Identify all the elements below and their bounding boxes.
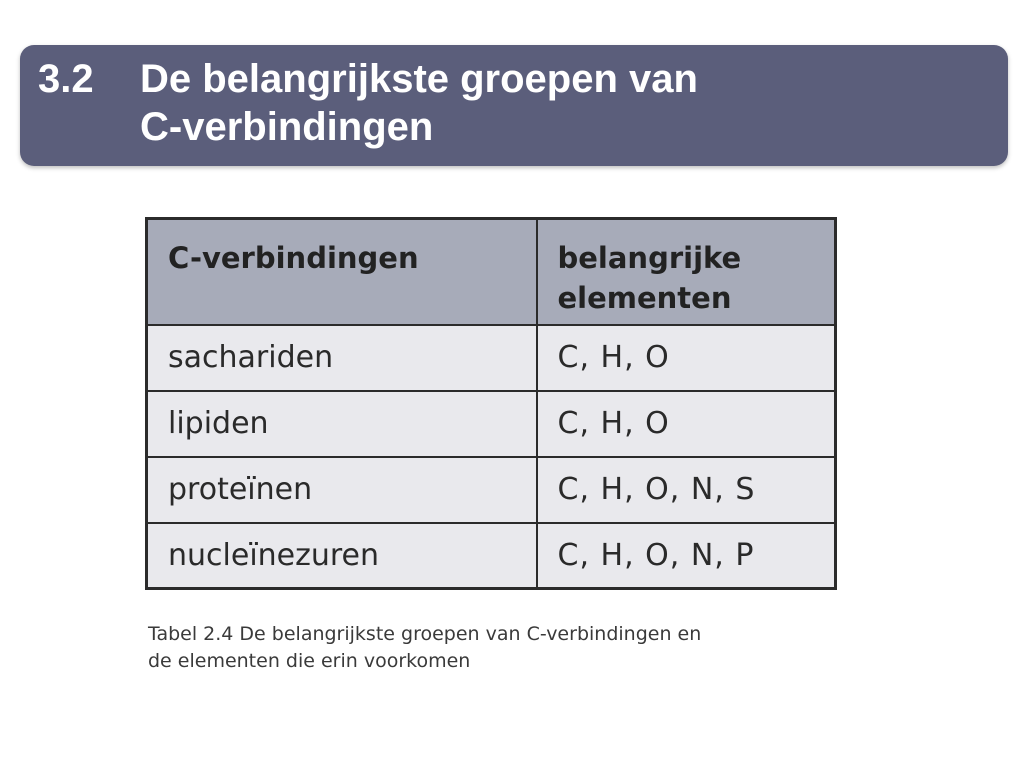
caption-line-2: de elementen die erin voorkomen <box>148 650 471 672</box>
compound-name: sachariden <box>147 325 537 391</box>
header-c-verbindingen: C-verbindingen <box>147 219 537 325</box>
section-number: 3.2 <box>38 57 94 101</box>
header-line-1: belangrijke <box>557 241 742 275</box>
compound-name: nucleïnezuren <box>147 523 537 589</box>
compound-elements: C, H, O <box>537 391 836 457</box>
compound-elements: C, H, O, N, S <box>537 457 836 523</box>
compound-name: proteïnen <box>147 457 537 523</box>
title-bar <box>20 45 1008 166</box>
compound-elements: C, H, O, N, P <box>537 523 836 589</box>
table-row <box>147 391 836 457</box>
table-row <box>147 325 836 391</box>
slide-title-line-1: De belangrijkste groepen van <box>140 57 698 101</box>
table-row <box>147 523 836 589</box>
slide-title <box>140 55 980 151</box>
compound-name: lipiden <box>147 391 537 457</box>
table-header-row <box>147 219 836 325</box>
caption-line-1: Tabel 2.4 De belangrijkste groepen van C-verbindingen en <box>148 623 702 645</box>
compound-elements: C, H, O <box>537 325 836 391</box>
header-line-2: elementen <box>557 281 732 315</box>
slide-title-line-2: C-verbindingen <box>140 105 434 149</box>
table-row <box>147 457 836 523</box>
table-figure <box>145 217 838 597</box>
table-caption <box>148 621 788 675</box>
header-belangrijke-elementen <box>537 219 836 325</box>
elements-table <box>145 217 837 590</box>
